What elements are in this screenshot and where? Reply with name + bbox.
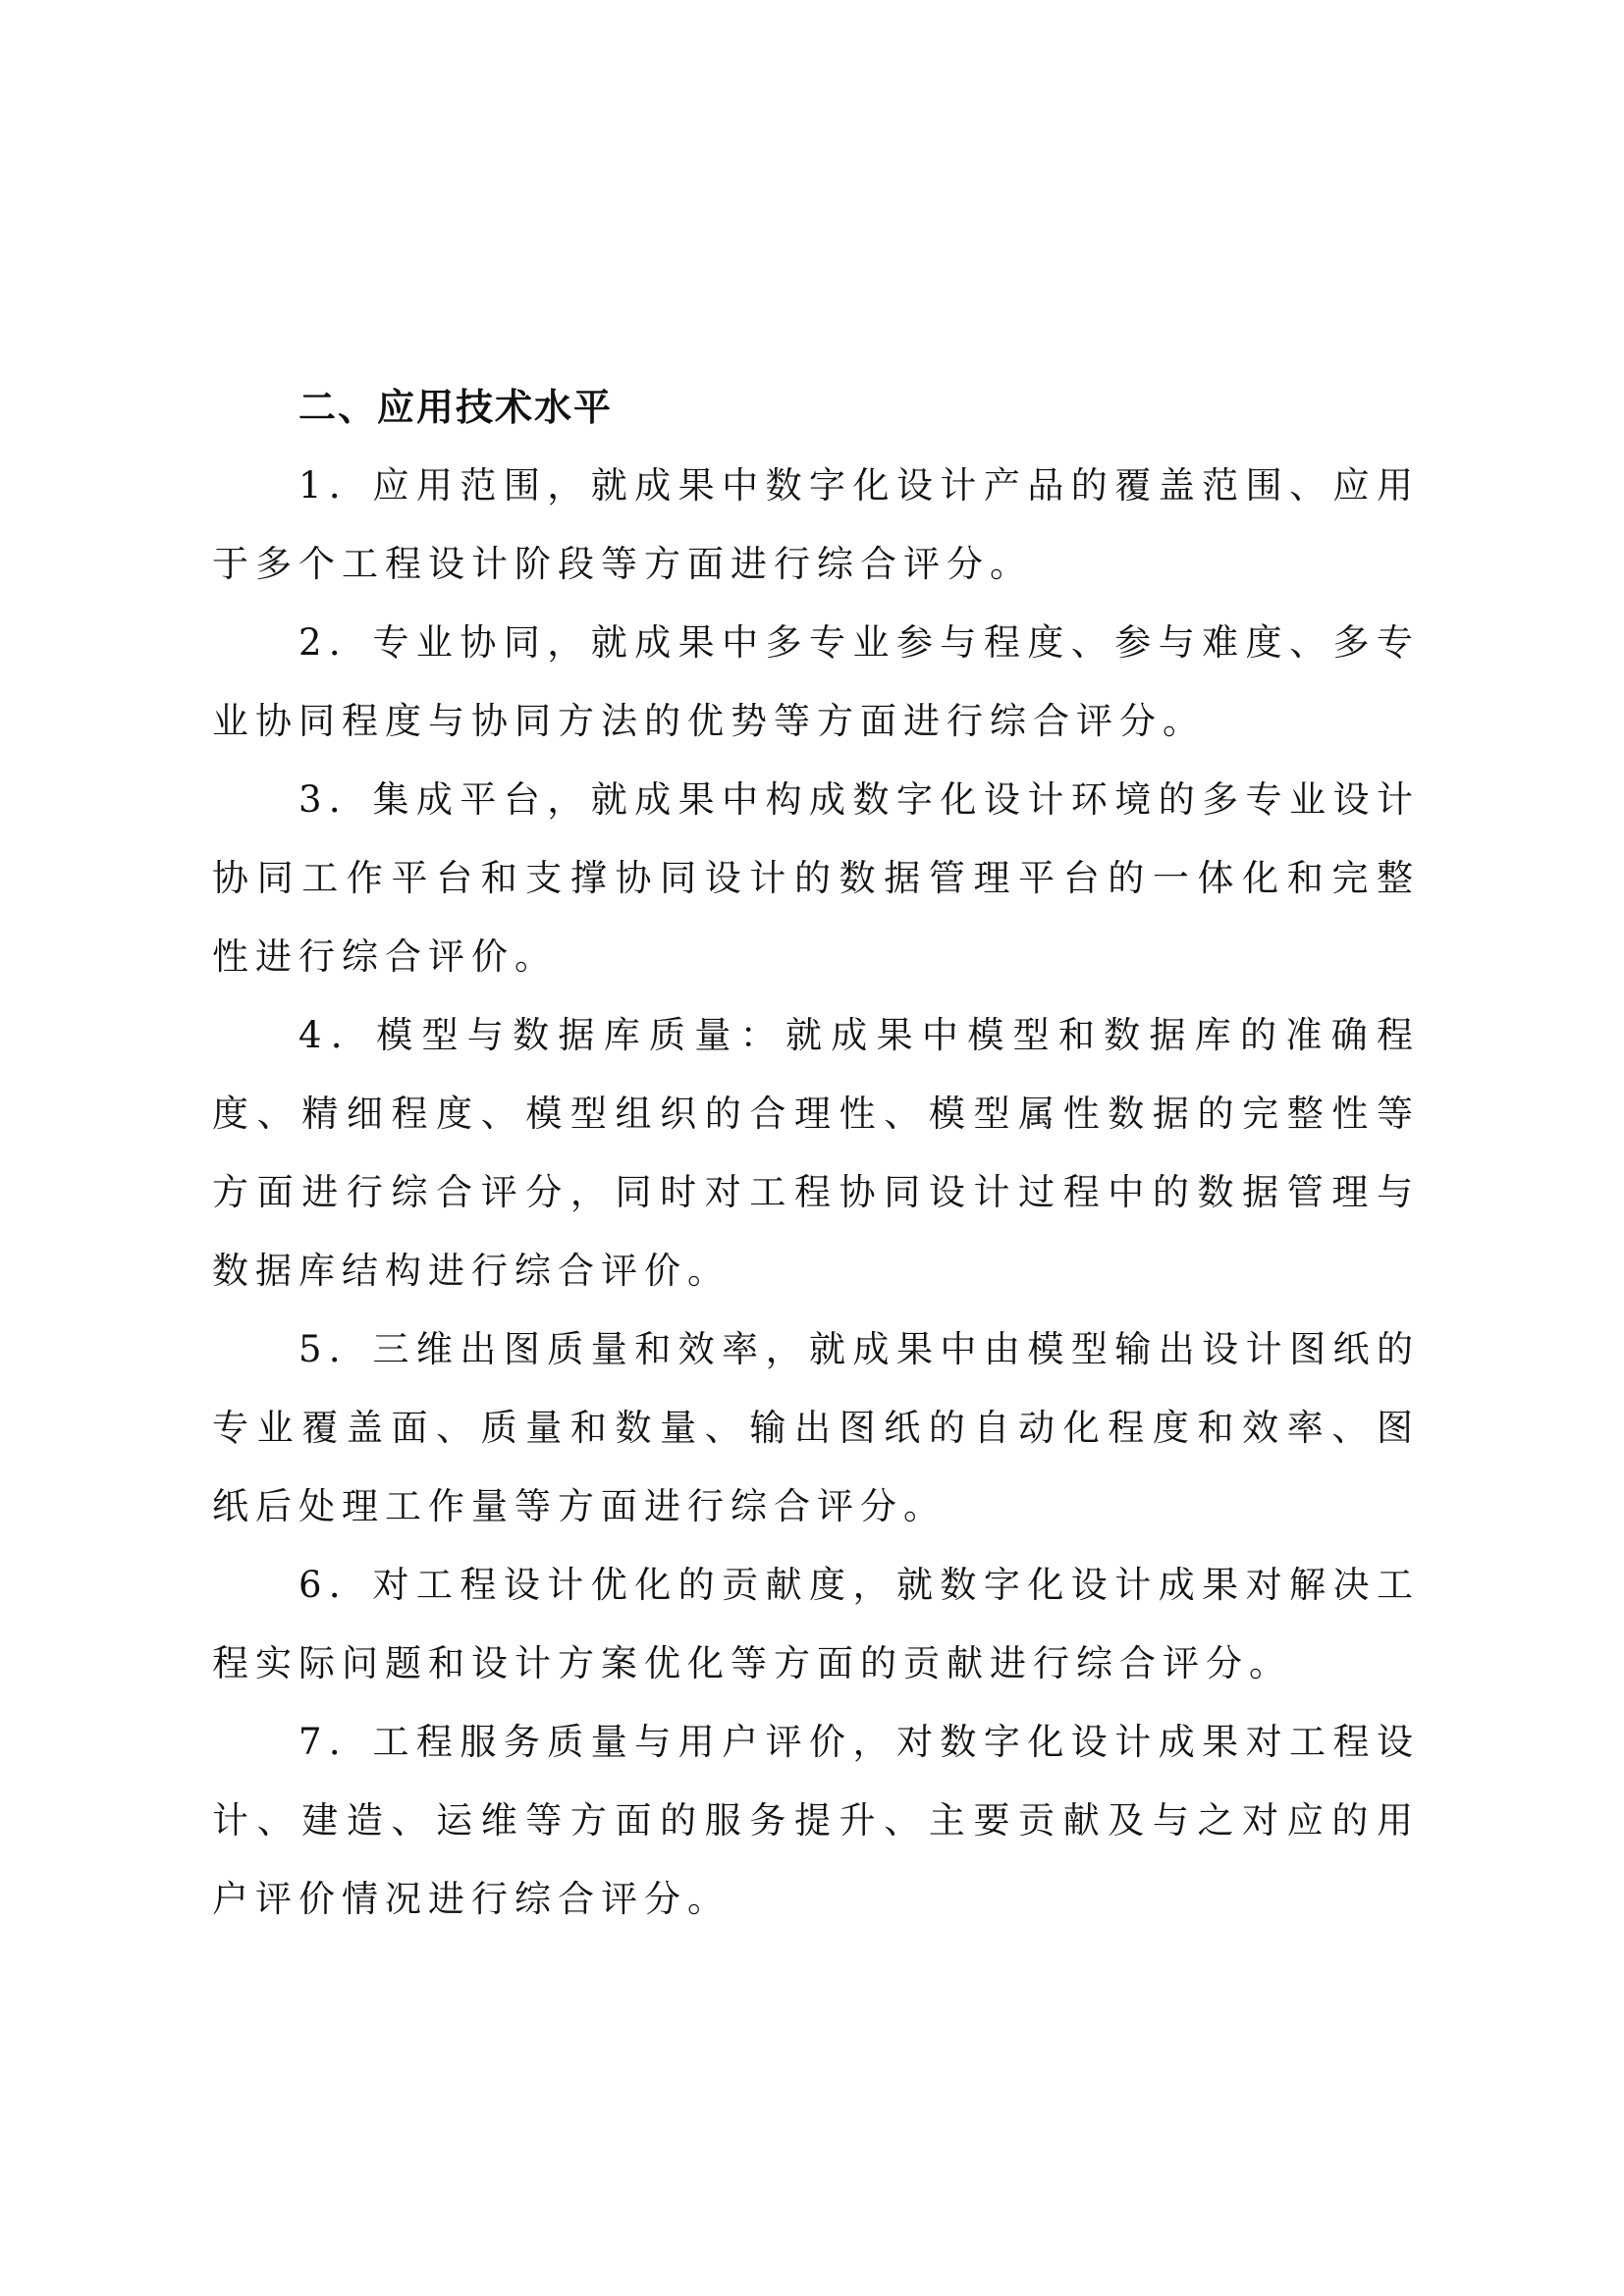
paragraph-1: 1．应用范围，就成果中数字化设计产品的覆盖范围、应用于多个工程设计阶段等方面进行综合评分。: [212, 464, 1420, 585]
paragraph-7: 7．工程服务质量与用户评价，对数字化设计成果对工程设计、建造、运维等方面的服务提升、主要贡献及与之对应的用户评价情况进行综合评分。: [212, 1721, 1420, 1920]
paragraph-2: 2．专业协同，就成果中多专业参与程度、参与难度、多专业协同程度与协同方法的优势等方面进行综合评分。: [212, 621, 1420, 742]
section-heading: 二、应用技术水平: [298, 386, 614, 429]
paragraph-5: 5．三维出图质量和效率，就成果中由模型输出设计图纸的专业覆盖面、质量和数量、输出图纸的自动化程度和效率、图纸后处理工作量等方面进行综合评分。: [212, 1328, 1420, 1527]
section-content: [212, 368, 1420, 1939]
paragraph-3: 3．集成平台，就成果中构成数字化设计环境的多专业设计协同工作平台和支撑协同设计的数据管理平台的一体化和完整性进行综合评价。: [212, 778, 1420, 978]
paragraph-6: 6．对工程设计优化的贡献度，就数字化设计成果对解决工程实际问题和设计方案优化等方面的贡献进行综合评分。: [212, 1564, 1420, 1684]
paragraph-4: 4．模型与数据库质量：就成果中模型和数据库的准确程度、精细程度、模型组织的合理性、模型属性数据的完整性等方面进行综合评分，同时对工程协同设计过程中的数据管理与数据库结构进行综合评价。: [212, 1014, 1420, 1292]
